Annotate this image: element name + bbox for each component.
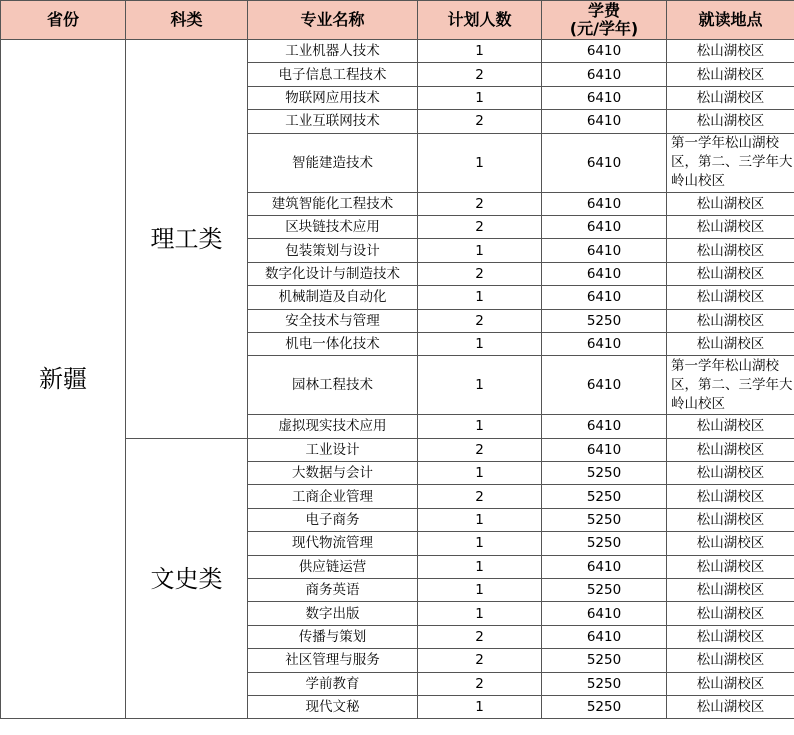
location-cell: 松山湖校区 xyxy=(667,63,794,86)
tuition-cell: 5250 xyxy=(542,462,667,485)
location-cell: 松山湖校区 xyxy=(667,649,794,672)
tuition-cell: 6410 xyxy=(542,86,667,109)
major-cell: 传播与策划 xyxy=(248,625,418,648)
tuition-cell: 5250 xyxy=(542,485,667,508)
major-cell: 园林工程技术 xyxy=(248,356,418,415)
tuition-cell: 6410 xyxy=(542,332,667,355)
tuition-cell: 6410 xyxy=(542,625,667,648)
header-row xyxy=(1,1,794,40)
plan-cell: 1 xyxy=(418,415,542,438)
major-cell: 工业机器人技术 xyxy=(248,40,418,63)
plan-cell: 2 xyxy=(418,110,542,133)
tuition-cell: 6410 xyxy=(542,239,667,262)
location-cell: 松山湖校区 xyxy=(667,110,794,133)
major-cell: 商务英语 xyxy=(248,579,418,602)
major-cell: 数字化设计与制造技术 xyxy=(248,262,418,285)
tuition-cell: 6410 xyxy=(542,286,667,309)
location-cell: 第一学年松山湖校区，第二、三学年大岭山校区 xyxy=(667,356,794,415)
major-cell: 现代文秘 xyxy=(248,695,418,718)
major-cell: 机械制造及自动化 xyxy=(248,286,418,309)
major-cell: 电子信息工程技术 xyxy=(248,63,418,86)
tuition-cell: 6410 xyxy=(542,63,667,86)
location-cell: 松山湖校区 xyxy=(667,508,794,531)
tuition-cell: 6410 xyxy=(542,262,667,285)
location-cell: 松山湖校区 xyxy=(667,625,794,648)
major-cell: 社区管理与服务 xyxy=(248,649,418,672)
location-cell: 松山湖校区 xyxy=(667,86,794,109)
major-cell: 工业互联网技术 xyxy=(248,110,418,133)
plan-cell: 1 xyxy=(418,239,542,262)
tuition-cell: 5250 xyxy=(542,309,667,332)
major-cell: 现代物流管理 xyxy=(248,532,418,555)
tuition-cell: 6410 xyxy=(542,192,667,215)
tuition-cell: 6410 xyxy=(542,356,667,415)
major-cell: 建筑智能化工程技术 xyxy=(248,192,418,215)
plan-cell: 2 xyxy=(418,485,542,508)
major-cell: 数字出版 xyxy=(248,602,418,625)
plan-cell: 2 xyxy=(418,262,542,285)
header-location: 就读地点 xyxy=(667,1,794,40)
location-cell: 松山湖校区 xyxy=(667,286,794,309)
location-cell: 松山湖校区 xyxy=(667,555,794,578)
plan-cell: 2 xyxy=(418,192,542,215)
location-cell: 松山湖校区 xyxy=(667,40,794,63)
location-cell: 松山湖校区 xyxy=(667,239,794,262)
plan-cell: 2 xyxy=(418,625,542,648)
major-cell: 大数据与会计 xyxy=(248,462,418,485)
category-cell: 理工类 xyxy=(126,40,248,439)
plan-cell: 1 xyxy=(418,602,542,625)
tuition-cell: 6410 xyxy=(542,438,667,461)
location-cell: 松山湖校区 xyxy=(667,415,794,438)
location-cell: 松山湖校区 xyxy=(667,672,794,695)
header-plan: 计划人数 xyxy=(418,1,542,40)
location-cell: 松山湖校区 xyxy=(667,332,794,355)
plan-cell: 1 xyxy=(418,579,542,602)
plan-cell: 1 xyxy=(418,555,542,578)
plan-cell: 1 xyxy=(418,133,542,192)
location-cell: 松山湖校区 xyxy=(667,262,794,285)
table-row xyxy=(1,40,794,63)
tuition-cell: 5250 xyxy=(542,532,667,555)
header-major: 专业名称 xyxy=(248,1,418,40)
major-cell: 安全技术与管理 xyxy=(248,309,418,332)
table-body xyxy=(1,40,794,719)
plan-cell: 1 xyxy=(418,86,542,109)
header-tuition-line2: (元/学年) xyxy=(569,19,639,38)
location-cell: 松山湖校区 xyxy=(667,579,794,602)
header-province: 省份 xyxy=(1,1,126,40)
major-cell: 供应链运营 xyxy=(248,555,418,578)
tuition-cell: 5250 xyxy=(542,695,667,718)
tuition-cell: 6410 xyxy=(542,133,667,192)
major-cell: 工商企业管理 xyxy=(248,485,418,508)
tuition-cell: 6410 xyxy=(542,602,667,625)
major-cell: 包装策划与设计 xyxy=(248,239,418,262)
plan-cell: 2 xyxy=(418,672,542,695)
tuition-cell: 6410 xyxy=(542,555,667,578)
tuition-cell: 5250 xyxy=(542,579,667,602)
major-cell: 机电一体化技术 xyxy=(248,332,418,355)
location-cell: 松山湖校区 xyxy=(667,532,794,555)
major-cell: 学前教育 xyxy=(248,672,418,695)
major-cell: 电子商务 xyxy=(248,508,418,531)
location-cell: 松山湖校区 xyxy=(667,462,794,485)
plan-cell: 1 xyxy=(418,508,542,531)
plan-cell: 2 xyxy=(418,63,542,86)
major-cell: 虚拟现实技术应用 xyxy=(248,415,418,438)
plan-cell: 2 xyxy=(418,215,542,238)
category-cell: 文史类 xyxy=(126,438,248,719)
plan-cell: 2 xyxy=(418,649,542,672)
major-cell: 工业设计 xyxy=(248,438,418,461)
tuition-cell: 5250 xyxy=(542,649,667,672)
tuition-cell: 5250 xyxy=(542,672,667,695)
plan-cell: 1 xyxy=(418,332,542,355)
tuition-cell: 6410 xyxy=(542,415,667,438)
tuition-cell: 5250 xyxy=(542,508,667,531)
plan-cell: 2 xyxy=(418,309,542,332)
location-cell: 松山湖校区 xyxy=(667,485,794,508)
plan-cell: 1 xyxy=(418,695,542,718)
major-cell: 区块链技术应用 xyxy=(248,215,418,238)
location-cell: 松山湖校区 xyxy=(667,192,794,215)
province-cell: 新疆 xyxy=(1,40,126,719)
location-cell: 松山湖校区 xyxy=(667,602,794,625)
location-cell: 松山湖校区 xyxy=(667,695,794,718)
header-tuition-line1: 学费 xyxy=(587,1,620,20)
plan-cell: 1 xyxy=(418,462,542,485)
plan-cell: 1 xyxy=(418,40,542,63)
header-tuition xyxy=(542,1,667,40)
plan-cell: 2 xyxy=(418,438,542,461)
tuition-cell: 6410 xyxy=(542,40,667,63)
major-cell: 物联网应用技术 xyxy=(248,86,418,109)
location-cell: 第一学年松山湖校区，第二、三学年大岭山校区 xyxy=(667,133,794,192)
location-cell: 松山湖校区 xyxy=(667,438,794,461)
header-category: 科类 xyxy=(126,1,248,40)
major-cell: 智能建造技术 xyxy=(248,133,418,192)
plan-cell: 1 xyxy=(418,356,542,415)
location-cell: 松山湖校区 xyxy=(667,309,794,332)
tuition-cell: 6410 xyxy=(542,110,667,133)
location-cell: 松山湖校区 xyxy=(667,215,794,238)
tuition-cell: 6410 xyxy=(542,215,667,238)
plan-cell: 1 xyxy=(418,532,542,555)
plan-cell: 1 xyxy=(418,286,542,309)
